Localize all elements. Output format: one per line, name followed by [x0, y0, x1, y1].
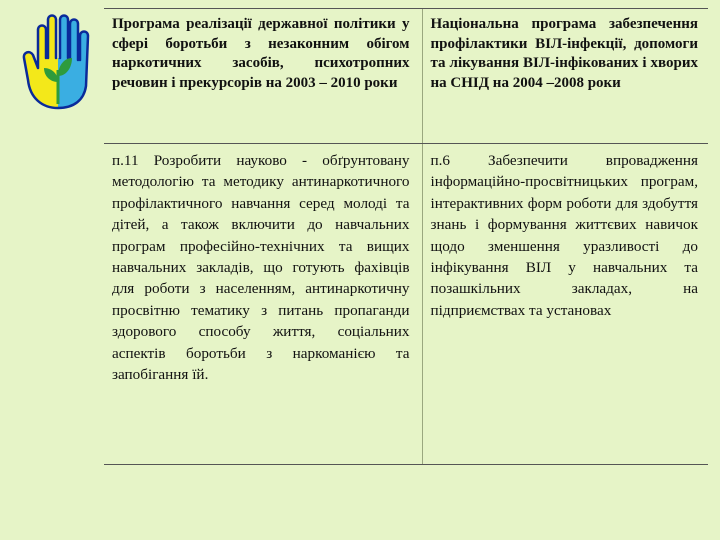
cell-drug-program-item: п.11 Розробити науково - обґрунтовану методологію та методику антинаркотичного профілактичного навчання серед молоді та дітей, а також включити до навчальних програм професійно-технічних та вищих навчальних закладів, що готують фахівців для роботи з населенням, антинаркотичну просвітню тематику з питань пропаганди здорового способу життя, соціальних аспектів боротьби з наркоманією та запобігання їй.	[104, 144, 422, 465]
table-header-row	[104, 9, 708, 144]
table-row	[104, 144, 708, 465]
hand-left-half	[24, 16, 58, 109]
header-drug-program: Програма реалізації державної політики у сфері боротьби з незаконним обігом наркотичних засобів, психотропних речовин і прекурсорів на 2003 – 2010 роки	[104, 9, 422, 144]
header-hiv-program: Національна програма забезпечення профілактики ВІЛ-інфекції, допомоги та лікування ВІЛ-інфікованих і хворих на СНІД на 2004 –2008 роки	[422, 9, 708, 144]
hand-sprout-logo-icon	[20, 8, 96, 112]
cell-hiv-program-item: п.6 Забезпечити впровадження інформаційно-просвітницьких програм, інтерактивних форм роботи для здобуття знань і формування життєвих навичок щодо зменшення уразливості до інфікування ВІЛ у навчальних та позашкільних закладах, на підприємствах та установах	[422, 144, 708, 465]
comparison-table	[104, 8, 708, 465]
